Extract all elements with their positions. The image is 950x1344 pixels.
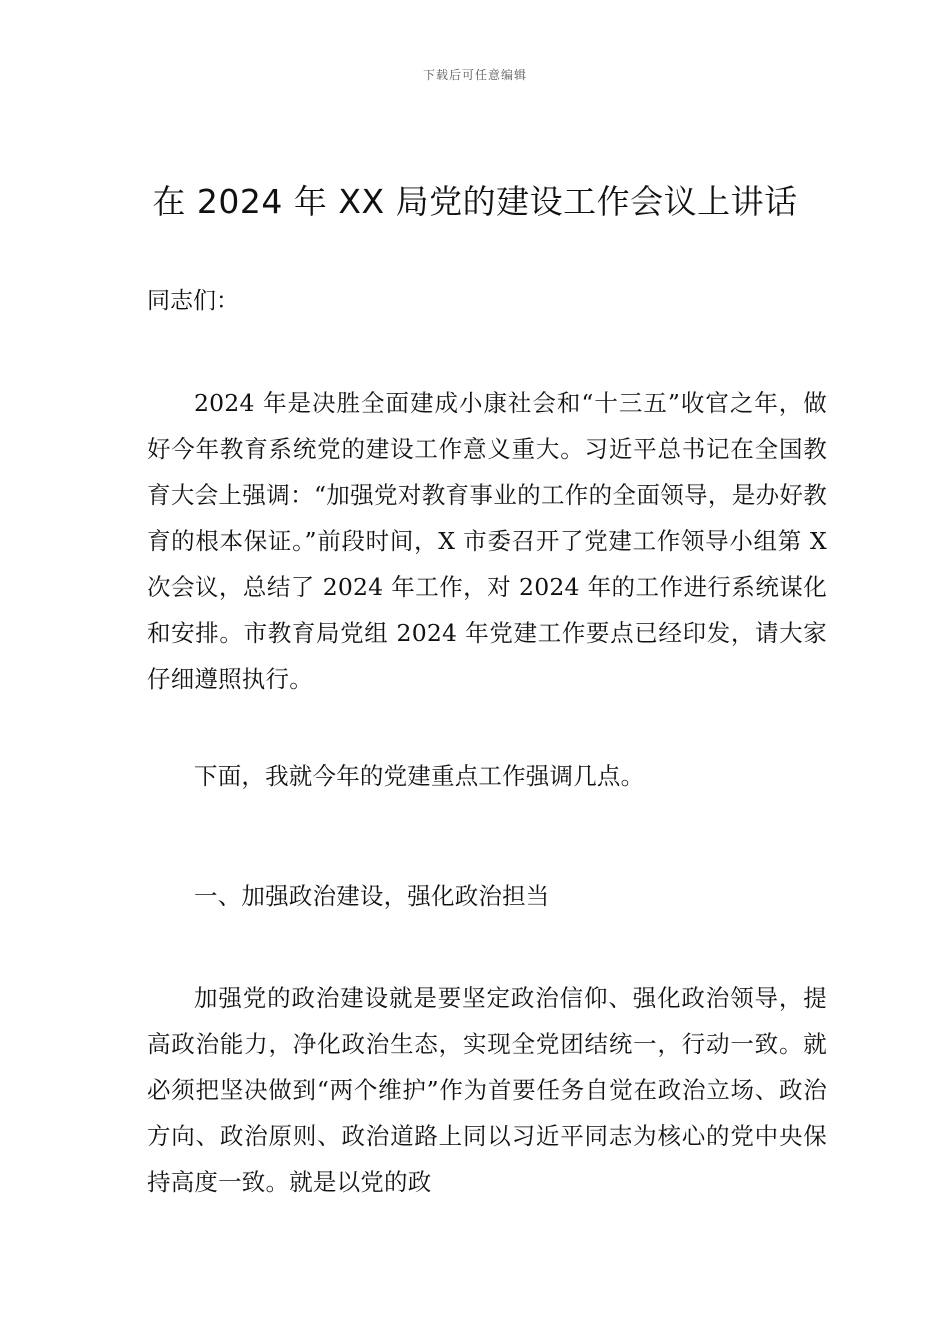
paragraph-transition: 下面，我就今年的党建重点工作强调几点。	[194, 762, 645, 790]
section-heading-1: 一、加强政治建设，强化政治担当	[194, 882, 550, 910]
salutation: 同志们：	[147, 288, 239, 314]
paragraph-intro: 2024 年是决胜全面建成小康社会和“十三五”收官之年，做好今年教育系统党的建设工作意义重大。习近平总书记在全国教育大会上强调：“加强党对教育事业的工作的全面领导，是办好教育的根本保证。”前段时间，X 市委召开了党建工作领导小组第 X 次会议，总结了 2024 年工作，对 2024 年的工作进行系统谋化和安排。市教育局党组 2024 年党建工作要点已经印发，请大家仔细遵照执行。	[147, 389, 827, 693]
header-note: 下载后可任意编辑	[422, 68, 527, 82]
paragraph-political-building: 加强党的政治建设就是要坚定政治信仰、强化政治领导，提高政治能力，净化政治生态，实现全党团结统一，行动一致。就必须把坚决做到“两个维护”作为首要任务自觉在政治立场、政治方向、政治原则、政治道路上同以习近平同志为核心的党中央保持高度一致。就是以党的政	[147, 984, 827, 1196]
document-title: 在 2024 年 XX 局党的建设工作会议上讲话	[152, 182, 798, 221]
